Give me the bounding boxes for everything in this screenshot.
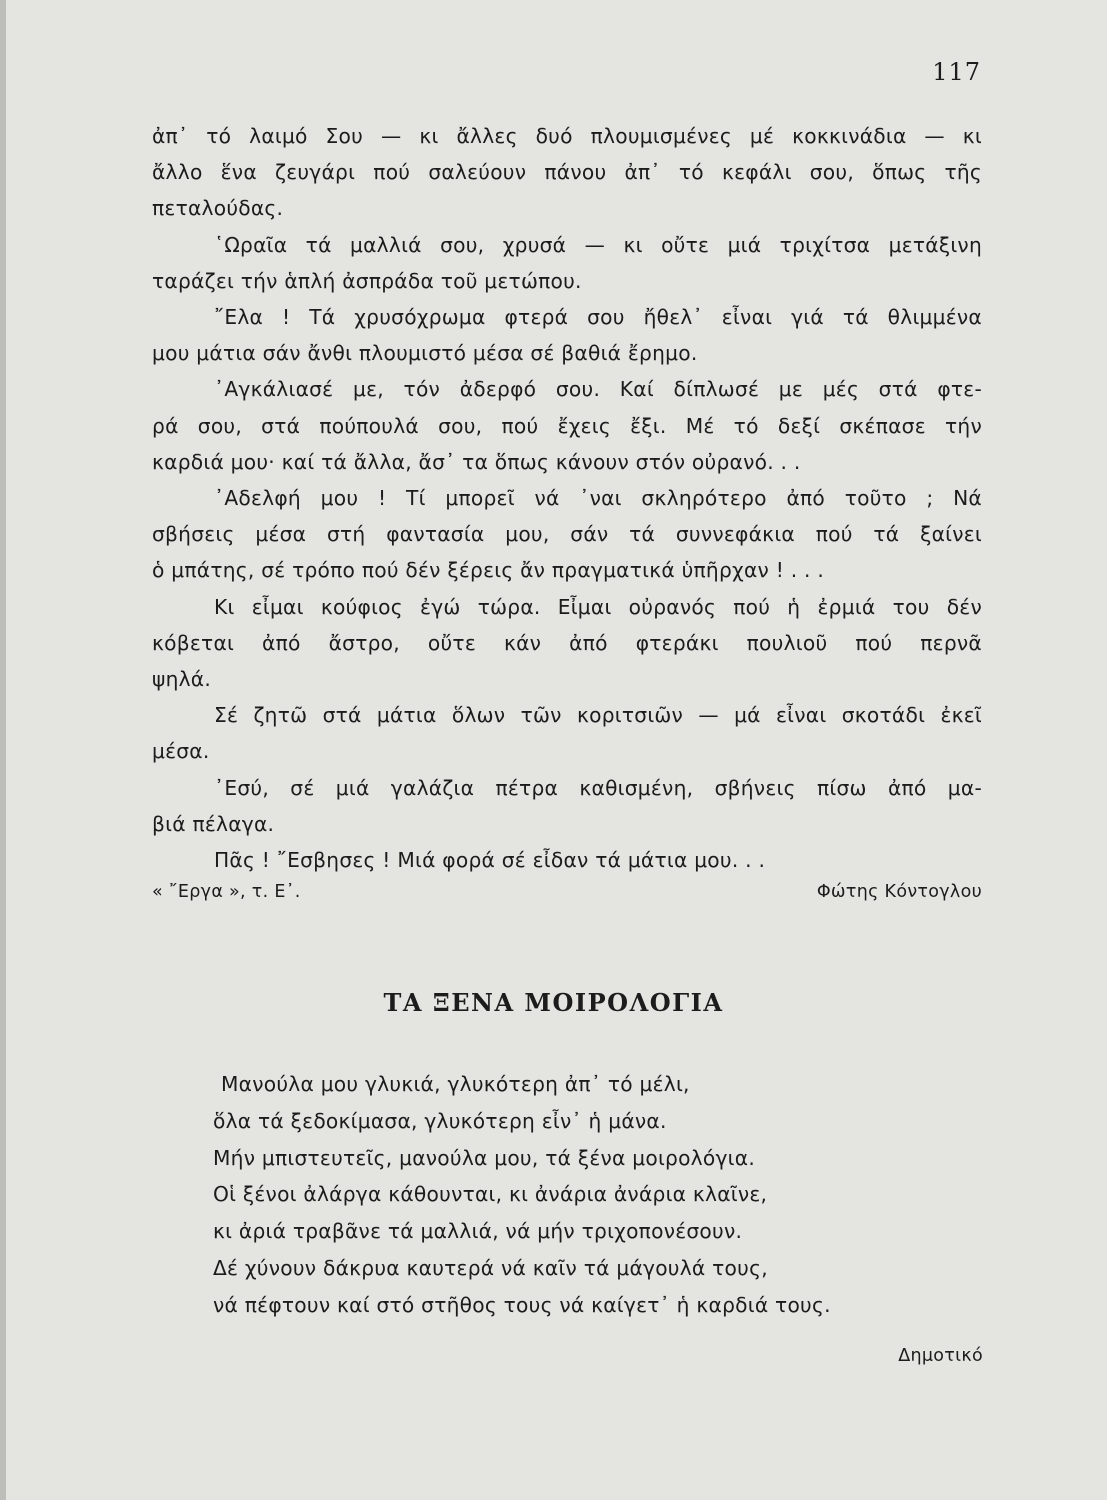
poem-source: Δημοτικό xyxy=(898,1346,983,1366)
text-line: Κι εἶμαι κούφιος ἐγώ τώρα. Εἶμαι οὐρανός πού ἡ ἐρμιά του δέν xyxy=(214,594,982,619)
text-line: ῎Ελα ! Τά χρυσόχρωμα φτερά σου ἤθελ᾽ εἶναι γιά τά θλιμμένα xyxy=(214,305,982,330)
poem-line: Δέ χύνουν δάκρυα καυτερά νά καῖν τά μάγουλά τους, xyxy=(213,1255,768,1280)
text-line: μου μάτια σάν ἄνθι πλουμιστό μέσα σέ βαθιά ἔρημο. xyxy=(152,341,698,366)
paragraph xyxy=(152,842,982,878)
text-line: ἀπ᾽ τό λαιμό Σου — κι ἄλλες δυό πλουμισμένες μέ κοκκινάδια — κι xyxy=(152,124,982,148)
page-number: 117 xyxy=(932,58,981,86)
text-line: βιά πέλαγα. xyxy=(152,811,275,836)
text-line: ὁ μπάτης, σέ τρόπο πού δέν ξέρεις ἄν πραγματικά ὑπῆρχαν ! . . . xyxy=(152,558,825,583)
poem xyxy=(213,1066,831,1324)
paragraph xyxy=(152,697,982,769)
paragraph xyxy=(152,371,982,480)
paragraph xyxy=(152,589,982,698)
text-line: ᾽Αγκάλιασέ με, τόν ἀδερφό σου. Καί δίπλωσέ με μές στά φτε- xyxy=(214,377,982,402)
text-line: ᾽Εσύ, σέ μιά γαλάζια πέτρα καθισμένη, σβήνεις πίσω ἀπό μα- xyxy=(214,775,982,800)
page-edge xyxy=(0,0,6,1500)
text-line: καρδιά μου· καί τά ἄλλα, ἄσ᾽ τα ὅπως κάνουν στόν οὐρανό. . . xyxy=(152,449,801,474)
prose-text xyxy=(152,118,982,878)
paragraph xyxy=(152,480,982,589)
paragraph xyxy=(152,227,982,299)
text-line: κόβεται ἀπό ἄστρο, οὔτε κάν ἀπό φτεράκι πουλιοῦ πού περνᾶ xyxy=(152,630,982,655)
text-line: πεταλούδας. xyxy=(152,196,284,221)
poem-line: Οἱ ξένοι ἀλάργα κάθουνται, κι ἀνάρια ἀνάρια κλαῖνε, xyxy=(213,1182,768,1207)
text-line: ρά σου, στά πούπουλά σου, πού ἔχεις ἔξι. Μέ τό δεξί σκέπασε τήν xyxy=(152,413,982,438)
prose-source: « ῎Εργα », τ. Ε᾽. xyxy=(152,882,301,902)
prose-author: Φώτης Κόντογλου xyxy=(816,882,982,902)
text-line: ταράζει τήν ἁπλή ἀσπράδα τοῦ μετώπου. xyxy=(152,268,582,293)
text-line: Πᾶς ! ῎Εσβησες ! Μιά φορά σέ εἶδαν τά μάτια μου. . . xyxy=(214,848,766,873)
text-line: ψηλά. xyxy=(152,667,212,692)
text-line: ῾Ωραῖα τά μαλλιά σου, χρυσά — κι οὔτε μιά τριχίτσα μετάξινη xyxy=(214,232,982,257)
poem-line: νά πέφτουν καί στό στῆθος τους νά καίγετ᾽ ἡ καρδιά τους. xyxy=(213,1292,831,1317)
prose-attribution xyxy=(152,882,982,902)
text-line: μέσα. xyxy=(152,739,210,764)
paragraph xyxy=(152,299,982,371)
poem-line: ὅλα τά ξεδοκίμασα, γλυκότερη εἶν᾽ ἡ μάνα. xyxy=(213,1108,667,1133)
text-line: Σέ ζητῶ στά μάτια ὅλων τῶν κοριτσιῶν — μά εἶναι σκοτάδι ἐκεῖ xyxy=(214,703,982,728)
paragraph xyxy=(152,770,982,842)
text-line: σβήσεις μέσα στή φαντασία μου, σάν τά συννεφάκια πού τά ξαίνει xyxy=(152,522,982,547)
poem-line: Μανούλα μου γλυκιά, γλυκότερη ἀπ᾽ τό μέλι, xyxy=(221,1072,690,1096)
poem-line: Μήν μπιστευτεῖς, μανούλα μου, τά ξένα μοιρολόγια. xyxy=(213,1145,755,1170)
text-line: ἄλλο ἕνα ζευγάρι πού σαλεύουν πάνου ἀπ᾽ τό κεφάλι σου, ὅπως τῆς xyxy=(152,160,982,185)
poem-title: ΤΑ ΞΕΝΑ ΜΟΙΡΟΛΟΓΙΑ xyxy=(383,988,724,1017)
paragraph xyxy=(152,118,982,227)
text-line: ᾽Αδελφή μου ! Τί μπορεῖ νά ᾽ναι σκληρότερο ἀπό τοῦτο ; Νά xyxy=(214,486,982,511)
poem-line: κι ἀριά τραβᾶνε τά μαλλιά, νά μήν τριχοπονέσουν. xyxy=(213,1219,743,1244)
